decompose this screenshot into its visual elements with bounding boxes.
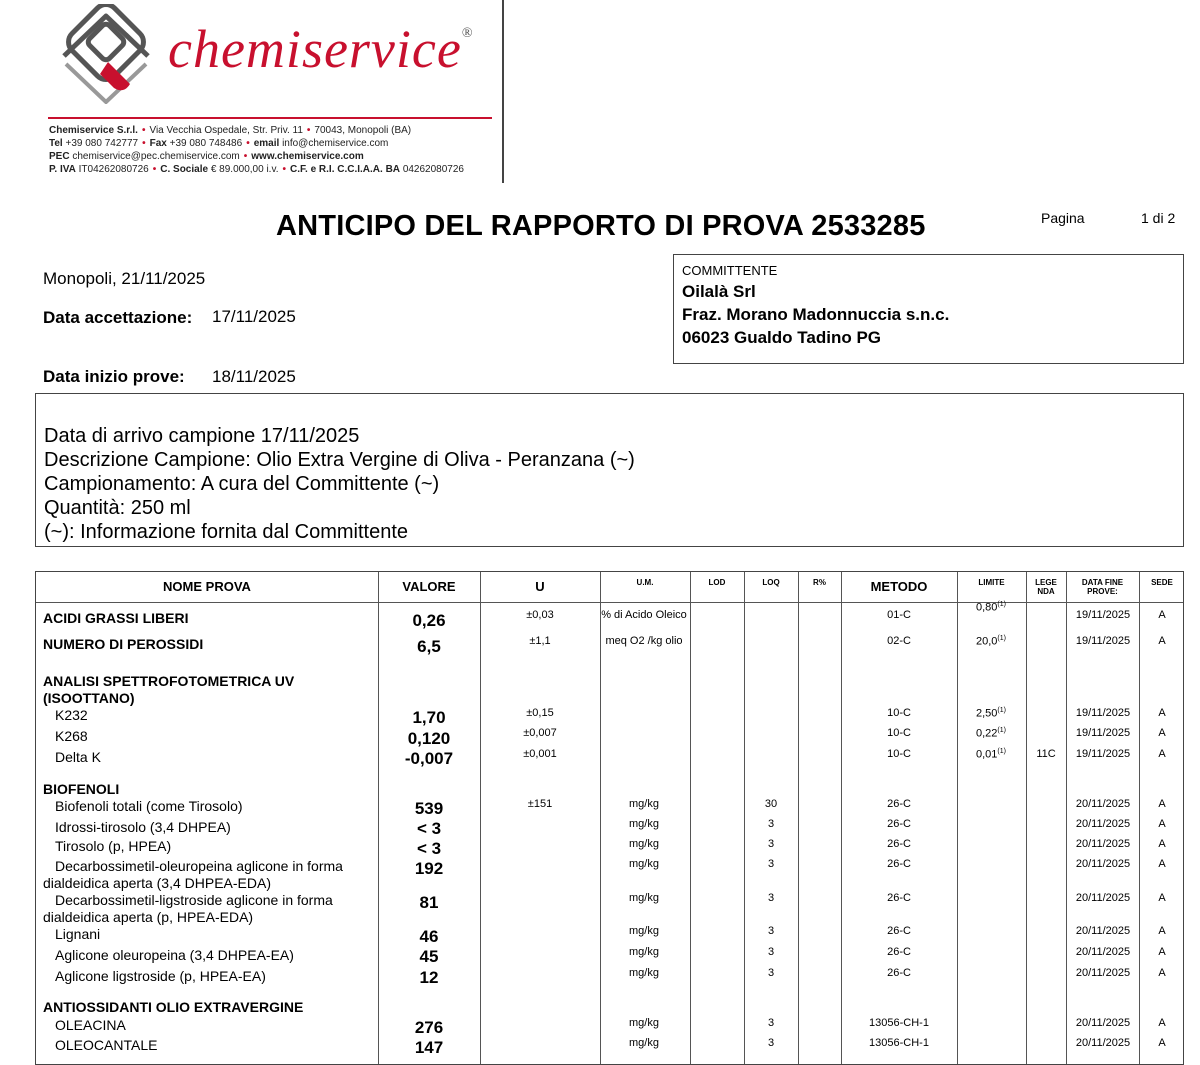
test-method: 10-C [887,748,911,760]
client-box [673,254,1184,364]
test-method: 10-C [887,727,911,739]
test-start-label: Data inizio prove: [43,367,185,386]
unit-of-measure: mg/kg [629,838,659,850]
end-date: 20/11/2025 [1075,798,1131,810]
loq-value: 3 [767,1017,775,1029]
site-code: A [1158,946,1166,958]
legend-code: 11C [1036,748,1056,760]
client-city: 06023 Gualdo Tadino PG [682,328,882,347]
col-header-site: SEDE [1151,578,1173,587]
col-header-method: METODO [870,579,928,594]
client-name: Oilalà Srl [682,282,756,301]
section-title: ACIDI GRASSI LIBERI [43,610,189,626]
end-date: 19/11/2025 [1075,727,1131,739]
end-date: 20/11/2025 [1075,858,1131,870]
test-name: Biofenoli totali (come Tirosolo) [55,798,243,814]
col-header-r: R% [813,578,826,587]
test-value: 6,5 [417,637,441,656]
test-method: 26-C [887,818,911,830]
col-header-end-date: DATA FINE PROVE: [1081,578,1124,596]
sample-quantity: Quantità: 250 ml [44,497,191,519]
site-code: A [1158,635,1166,647]
end-date: 20/11/2025 [1075,838,1131,850]
site-code: A [1158,838,1166,850]
site-code: A [1158,818,1166,830]
site-code: A [1158,748,1166,760]
unit-of-measure: mg/kg [629,1037,659,1049]
col-header-legend: LEGE NDA [1035,578,1057,596]
test-value: < 3 [416,839,442,858]
company-contact-block: Chemiservice S.r.l. • Via Vecchia Ospedale, Str. Priv. 11 • 70043, Monopoli (BA) Tel +39 080 742777 • Fax +39 080 748486 • email info@chemiservice.com PEC chemiservice@pec.chemiservice.com • www.chemiservice.com P. IVA IT04262080726 • C. Sociale € 89.000,00 i.v. • C.F. e R.I. C.C.I.A.A. BA 04262080726 [49,125,464,175]
uncertainty: ±151 [527,798,553,810]
end-date: 20/11/2025 [1075,892,1131,904]
report-title: ANTICIPO DEL RAPPORTO DI PROVA 2533285 [276,210,926,242]
col-header-u: U [535,579,545,594]
test-name: K232 [55,707,88,723]
limit-value: 20,0$^{(1)}$ [976,635,1006,648]
test-name: Delta K [55,749,101,765]
page-label: Pagina [1041,210,1085,226]
site-code: A [1158,727,1166,739]
test-value: 12 [419,968,439,987]
end-date: 19/11/2025 [1075,748,1131,760]
section-title: NUMERO DI PEROSSIDI [43,636,204,652]
chemiservice-logo-icon [46,4,166,104]
test-method: 10-C [887,707,911,719]
end-date: 20/11/2025 [1075,1037,1131,1049]
col-header-name: NOME PROVA [163,579,251,594]
uncertainty: ±0,001 [523,748,557,760]
test-name: OLEOCANTALE [55,1037,158,1053]
test-method: 26-C [887,925,911,937]
loq-value: 3 [767,1037,775,1049]
unit-of-measure: mg/kg [629,946,659,958]
site-code: A [1158,925,1166,937]
test-method: 26-C [887,798,911,810]
test-name: OLEACINA [55,1017,126,1033]
test-value: 1,70 [412,708,446,727]
end-date: 19/11/2025 [1075,707,1131,719]
test-method: 13056-CH-1 [869,1037,929,1049]
client-address: Fraz. Morano Madonnuccia s.n.c. [682,305,950,324]
col-header-value: VALORE [402,579,456,594]
loq-value: 3 [767,892,775,904]
test-method: 26-C [887,892,911,904]
acceptance-date: 17/11/2025 [212,307,296,326]
unit-of-measure: mg/kg [629,818,659,830]
letterhead [0,0,504,183]
test-method: 26-C [887,946,911,958]
site-code: A [1158,1037,1166,1049]
test-method: 26-C [887,858,911,870]
unit-of-measure: mg/kg [629,1017,659,1029]
site-code: A [1158,892,1166,904]
end-date: 20/11/2025 [1075,1017,1131,1029]
test-name: Tirosolo (p, HPEA) [55,838,172,854]
col-header-lod: LOD [708,578,726,587]
test-method: 26-C [887,967,911,979]
sample-info-box [35,393,1184,547]
test-value: 276 [414,1018,444,1037]
uncertainty: ±0,03 [526,609,554,621]
test-name: Lignani [55,926,101,942]
results-table [35,571,1184,1065]
test-method: 02-C [887,635,911,647]
end-date: 20/11/2025 [1075,818,1131,830]
test-value: 147 [414,1038,444,1057]
test-value: 0,26 [412,611,446,630]
loq-value: 30 [764,798,778,810]
page-number: 1 di 2 [1141,210,1176,226]
col-header-limit: LIMITE [978,578,1005,587]
end-date: 19/11/2025 [1075,635,1131,647]
test-value: 81 [419,893,439,912]
test-start-date: 18/11/2025 [212,367,296,386]
loq-value: 3 [767,838,775,850]
test-name: K268 [55,728,88,744]
test-name: Idrossi-tirosolo (3,4 DHPEA) [55,819,231,835]
site-code: A [1158,967,1166,979]
unit-of-measure: mg/kg [629,967,659,979]
col-header-um: U.M. [636,578,654,587]
unit-of-measure: mg/kg [629,925,659,937]
client-caption: COMMITTENTE [682,263,778,278]
test-value: 45 [419,947,439,966]
test-value: 539 [414,799,444,818]
brand-wordmark: chemiservice® [168,19,474,79]
site-code: A [1158,1017,1166,1029]
test-method: 13056-CH-1 [869,1017,929,1029]
test-value: 46 [419,927,439,946]
end-date: 20/11/2025 [1075,946,1131,958]
test-name: Decarbossimetil-ligstroside aglicone in forma dialdeidica aperta (p, HPEA-EDA) [43,892,333,925]
test-name: Aglicone ligstroside (p, HPEA-EA) [55,968,266,984]
test-method: 26-C [887,838,911,850]
test-name: Decarbossimetil-oleuropeina aglicone in forma dialdeidica aperta (3,4 DHPEA-EDA) [43,858,343,891]
site-code: A [1158,609,1166,621]
limit-value: 0,80$^{(1)}$ [976,601,1006,614]
unit-of-measure: mg/kg [629,892,659,904]
end-date: 19/11/2025 [1075,609,1131,621]
test-value: < 3 [416,819,442,838]
end-date: 20/11/2025 [1075,967,1131,979]
limit-value: 0,22$^{(1)}$ [976,727,1006,740]
loq-value: 3 [767,967,775,979]
test-name: Aglicone oleuropeina (3,4 DHPEA-EA) [55,947,294,963]
sample-arrival: Data di arrivo campione 17/11/2025 [44,425,360,447]
loq-value: 3 [767,946,775,958]
unit-of-measure: % di Acido Oleico [601,609,687,621]
loq-value: 3 [767,818,775,830]
uncertainty: ±1,1 [529,635,551,647]
sample-description: Descrizione Campione: Olio Extra Vergine di Oliva - Peranzana (~) [44,449,635,471]
uncertainty: ±0,15 [526,707,554,719]
site-code: A [1158,707,1166,719]
test-method: 01-C [887,609,911,621]
test-value: 192 [414,859,444,878]
site-code: A [1158,858,1166,870]
unit-of-measure: mg/kg [629,798,659,810]
test-value: 0,120 [407,729,451,748]
section-title: ANTIOSSIDANTI OLIO EXTRAVERGINE [43,999,304,1015]
acceptance-date-label: Data accettazione: [43,308,193,327]
unit-of-measure: mg/kg [629,858,659,870]
letterhead-divider [48,117,492,119]
unit-of-measure: meq O2 /kg olio [605,635,683,647]
limit-value: 2,50$^{(1)}$ [976,707,1006,720]
end-date: 20/11/2025 [1075,925,1131,937]
loq-value: 3 [767,925,775,937]
col-header-loq: LOQ [762,578,780,587]
sample-sampling: Campionamento: A cura del Committente (~) [44,473,440,495]
issue-place-date: Monopoli, 21/11/2025 [43,269,206,288]
loq-value: 3 [767,858,775,870]
section-title: ANALISI SPETTROFOTOMETRICA UV (ISOOTTANO) [43,673,295,706]
site-code: A [1158,798,1166,810]
limit-value: 0,01$^{(1)}$ [976,748,1006,761]
section-title: BIOFENOLI [43,781,120,797]
test-value: -0,007 [404,749,454,768]
uncertainty: ±0,007 [523,727,557,739]
sample-note: (~): Informazione fornita dal Committente [44,521,409,543]
